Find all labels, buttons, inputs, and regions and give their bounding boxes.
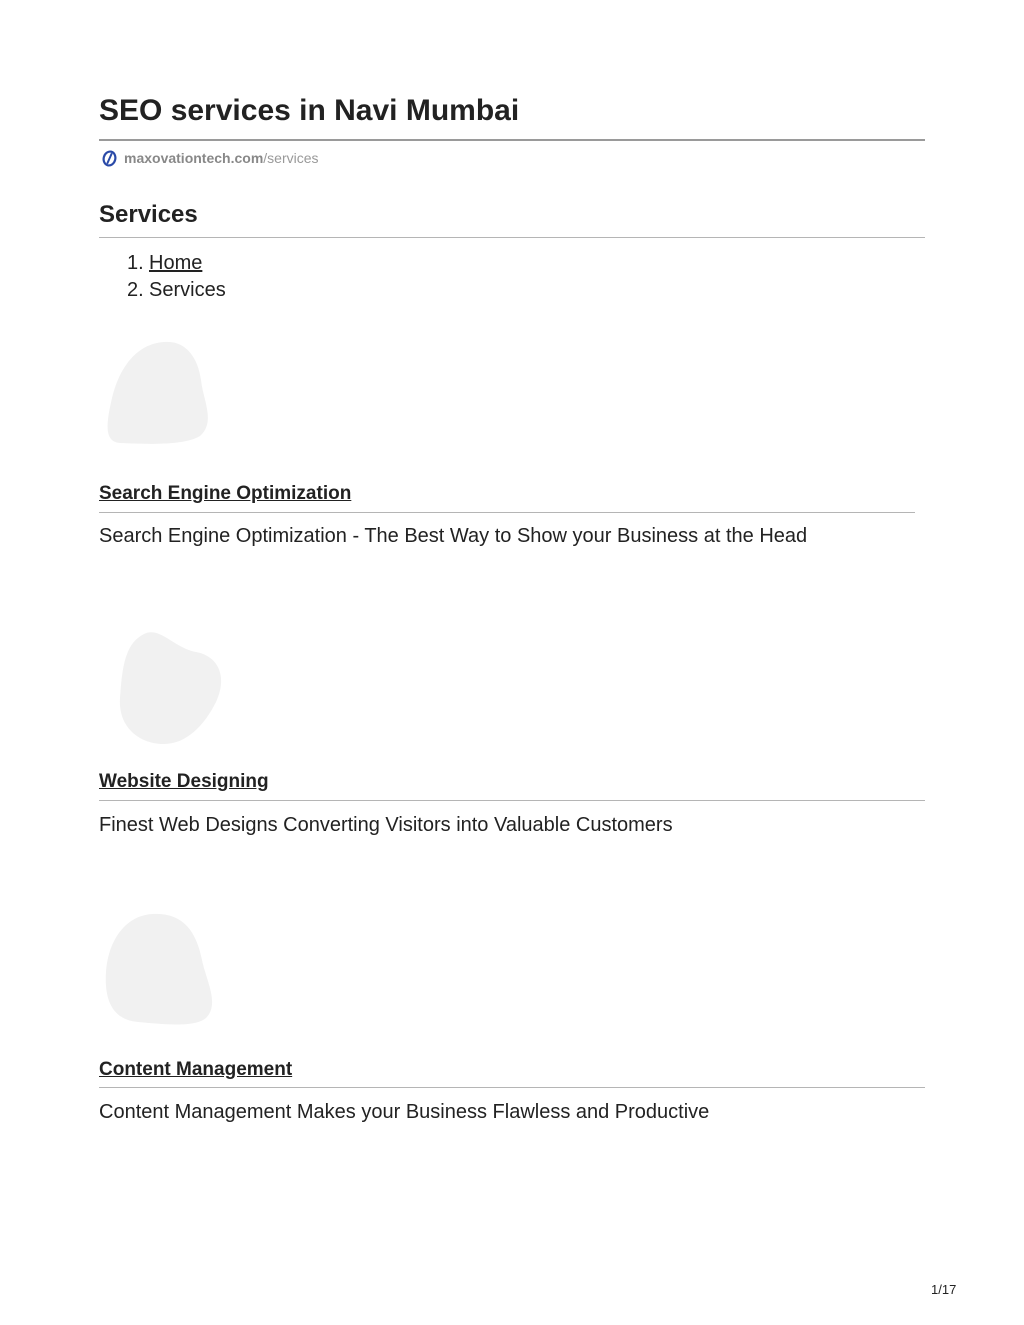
title-divider (99, 139, 925, 141)
source-domain: maxovationtech.com (124, 150, 264, 166)
service-description: Finest Web Designs Converting Visitors into Valuable Customers (99, 814, 673, 836)
page-number: 1/17 (931, 1282, 957, 1297)
breadcrumb (127, 250, 226, 304)
breadcrumb-link-home[interactable]: Home (149, 252, 203, 274)
source-link[interactable] (102, 149, 319, 167)
breadcrumb-item-services (127, 277, 226, 304)
service-divider (99, 800, 925, 801)
placeholder-blob-image (102, 910, 217, 1028)
breadcrumb-current: Services (149, 279, 226, 301)
breadcrumb-number: 2. (127, 279, 144, 301)
page-title: SEO services in Navi Mumbai (99, 94, 520, 127)
service-divider (99, 1087, 925, 1088)
service-link-content-management[interactable]: Content Management (99, 1059, 293, 1080)
link-logo-icon (102, 150, 117, 167)
service-description: Content Management Makes your Business Flawless and Productive (99, 1101, 710, 1123)
breadcrumb-number: 1. (127, 252, 144, 274)
breadcrumb-item-home (127, 250, 226, 277)
service-link-website-designing[interactable]: Website Designing (99, 771, 269, 792)
source-path: /services (263, 150, 319, 166)
service-description: Search Engine Optimization - The Best Way to Show your Business at the Head (99, 525, 808, 547)
section-heading: Services (99, 201, 198, 228)
section-divider (99, 237, 925, 238)
service-divider (99, 512, 915, 513)
placeholder-blob-image (116, 628, 228, 748)
service-link-seo[interactable]: Search Engine Optimization (99, 483, 352, 504)
placeholder-blob-image (104, 338, 214, 448)
